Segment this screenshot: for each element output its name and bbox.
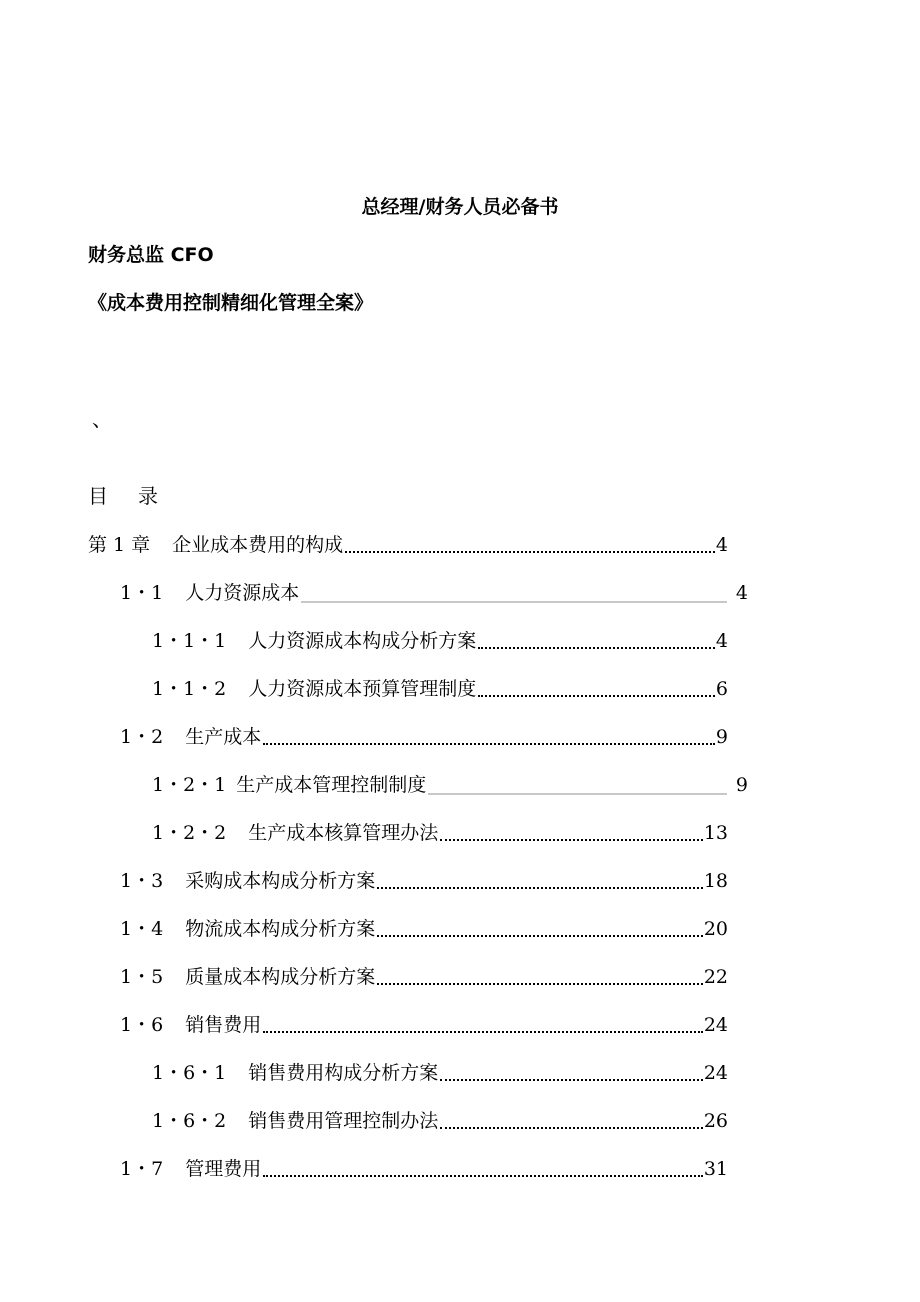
toc-entry-number: 第 1 章: [88, 534, 151, 556]
toc-entry-page: 26: [703, 1110, 728, 1132]
toc-entry-number: 1・2: [120, 726, 164, 748]
toc-leader: [440, 1127, 703, 1129]
toc-leader: [478, 695, 715, 697]
toc-entry[interactable]: [152, 674, 728, 704]
toc-leader: [478, 647, 715, 649]
toc-entry-title: 物流成本构成分析方案: [185, 918, 376, 940]
toc-entry-title: 生产成本核算管理办法: [248, 822, 439, 844]
toc-entry-title: 企业成本费用的构成: [172, 534, 344, 556]
toc-entry-page: 4: [715, 630, 728, 652]
toc-entry-title: 销售费用: [185, 1014, 262, 1036]
toc-entry-title: 人力资源成本: [185, 582, 300, 604]
toc-entry-title: 生产成本: [185, 726, 262, 748]
toc-entry-page: 31: [703, 1158, 728, 1180]
toc-leader: [263, 1175, 703, 1177]
toc-entry[interactable]: [120, 914, 728, 944]
toc-entry[interactable]: [152, 626, 728, 656]
toc-entry[interactable]: [152, 818, 728, 848]
toc-leader: [263, 1031, 703, 1033]
toc-leader: [301, 601, 727, 603]
toc-entry-page: 20: [703, 918, 728, 940]
toc-entry[interactable]: [88, 530, 728, 560]
toc-entry-page: 4: [735, 582, 748, 604]
toc-entry[interactable]: [120, 1010, 728, 1040]
toc-entry-page: 24: [703, 1062, 728, 1084]
toc-entry-page: 9: [715, 726, 728, 748]
subtitle-book: 《成本费用控制精细化管理全案》: [88, 292, 374, 314]
toc-leader: [263, 743, 715, 745]
toc-entry[interactable]: [120, 1154, 728, 1184]
toc-entry-number: 1・2・2: [152, 822, 227, 844]
toc-entry-number: 1・7: [120, 1158, 164, 1180]
toc-entry[interactable]: [120, 722, 728, 752]
toc-entry[interactable]: [152, 770, 748, 800]
toc-heading: [88, 480, 158, 512]
toc-entry-number: 1・2・1: [152, 774, 227, 796]
toc-entry-title: 销售费用构成分析方案: [248, 1062, 439, 1084]
toc-leader: [440, 839, 703, 841]
toc-entry-title: 人力资源成本预算管理制度: [248, 678, 477, 700]
toc-entry-page: 13: [703, 822, 728, 844]
toc-leader: [377, 887, 703, 889]
toc-entry-number: 1・6・1: [152, 1062, 227, 1084]
toc-entry[interactable]: [120, 578, 748, 608]
toc-leader: [440, 1079, 703, 1081]
toc-entry-page: 4: [715, 534, 728, 556]
toc-entry-number: 1・6: [120, 1014, 164, 1036]
toc-leader: [377, 983, 703, 985]
toc-entry[interactable]: [152, 1106, 728, 1136]
toc-entry-title: 采购成本构成分析方案: [185, 870, 376, 892]
toc-entry-number: 1・5: [120, 966, 164, 988]
toc-entry[interactable]: [152, 1058, 728, 1088]
toc-entry-page: 18: [703, 870, 728, 892]
toc-leader: [428, 793, 727, 795]
toc-entry-page: 6: [715, 678, 728, 700]
toc-heading-left: 目: [88, 484, 108, 508]
toc-entry-number: 1・1・2: [152, 678, 227, 700]
toc-entry-number: 1・3: [120, 870, 164, 892]
toc-entry-number: 1・4: [120, 918, 164, 940]
toc-entry-title: 人力资源成本构成分析方案: [248, 630, 477, 652]
stray-mark: 、: [92, 407, 112, 431]
document-title: 总经理/财务人员必备书: [361, 196, 559, 218]
toc-entry-number: 1・1・1: [152, 630, 227, 652]
toc-entry[interactable]: [120, 962, 728, 992]
toc-entry-page: 24: [703, 1014, 728, 1036]
toc-leader: [345, 551, 715, 553]
toc-entry-title: 生产成本管理控制制度: [236, 774, 427, 796]
toc-heading-right: 录: [138, 484, 158, 508]
toc-entry-page: 9: [735, 774, 748, 796]
toc-entry[interactable]: [120, 866, 728, 896]
toc-entry-title: 销售费用管理控制办法: [248, 1110, 439, 1132]
toc-entry-number: 1・1: [120, 582, 164, 604]
toc-entry-title: 管理费用: [185, 1158, 262, 1180]
toc-leader: [377, 935, 703, 937]
subtitle-role: 财务总监 CFO: [88, 244, 214, 266]
toc-entry-title: 质量成本构成分析方案: [185, 966, 376, 988]
toc-entry-page: 22: [703, 966, 728, 988]
toc-entry-number: 1・6・2: [152, 1110, 227, 1132]
